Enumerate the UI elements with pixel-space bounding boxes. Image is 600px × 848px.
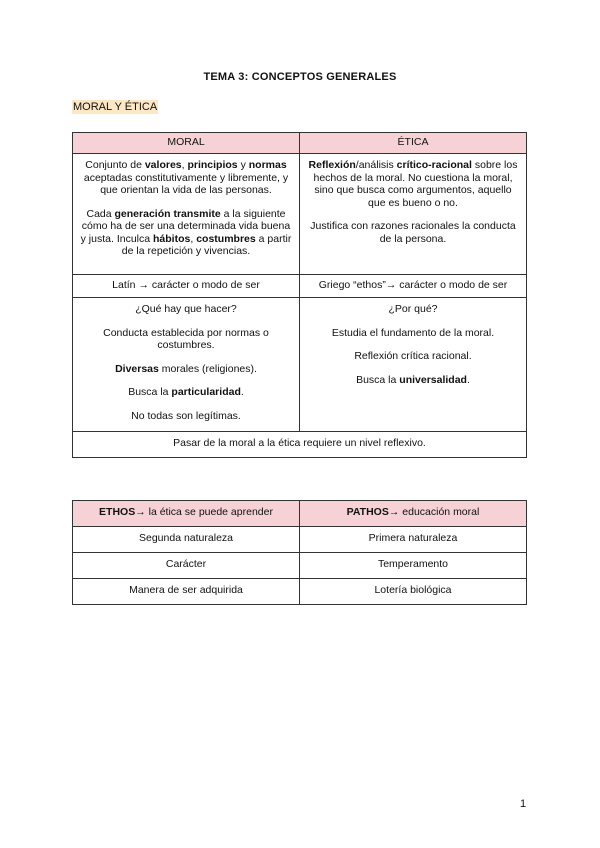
ethos-cell: Manera de ser adquirida (73, 579, 300, 605)
bold-text: particularidad (171, 386, 241, 398)
bold-text: crítico-racional (396, 159, 472, 171)
text-run: a la siguiente cómo ha de ser una determinada vida buena y justa. Inculca (80, 207, 291, 245)
bold-text: universalidad (399, 373, 467, 386)
text-run: ¿Por qué? (388, 303, 438, 315)
table-row (73, 432, 527, 458)
text-run: . (466, 373, 470, 386)
bold-text: Reflexión (308, 159, 356, 171)
header-pathos-text: → educación moral (388, 506, 480, 518)
cell-paragraph (306, 303, 520, 316)
pathos-cell: Primera naturaleza (300, 527, 527, 553)
table-row (73, 553, 527, 579)
header-moral: MORAL (73, 133, 300, 154)
text-run: , (190, 232, 197, 245)
text-run: , (181, 159, 188, 171)
table-row (73, 527, 527, 553)
summary-cell: Pasar de la moral a la ética requiere un nivel reflexivo. (73, 432, 527, 458)
text-run: ¿Qué hay que hacer? (135, 303, 237, 315)
ethos-cell: Segunda naturaleza (73, 527, 300, 553)
text-run: . (240, 386, 244, 398)
pathos-cell: Temperamento (300, 553, 527, 579)
text-run: Conducta establecida por normas o costumbres. (103, 326, 269, 351)
ethos-cell: Carácter (73, 553, 300, 579)
header-pathos-bold: PATHOS (346, 506, 389, 518)
table-row (73, 298, 527, 432)
bold-text: principios (187, 159, 238, 171)
text-run: Justifica con razones racionales la conducta de la persona. (310, 220, 516, 245)
text-run: Busca la (356, 373, 400, 386)
cell-paragraph (79, 303, 293, 316)
cell-paragraph (79, 410, 293, 423)
rich-paragraph (306, 220, 520, 245)
text-run: Estudia el fundamento de la moral. (331, 326, 495, 339)
cell-paragraph (79, 363, 293, 376)
document-title: TEMA 3: CONCEPTOS GENERALES (203, 71, 397, 83)
cell-paragraph (79, 327, 293, 352)
header-ethos-bold: ETHOS (99, 506, 136, 518)
table-row (73, 275, 527, 298)
header-ethos-text: → la ética se puede aprender (135, 506, 273, 518)
text-run: y (237, 159, 249, 171)
moral-etica-table (72, 132, 527, 458)
header-pathos (300, 501, 527, 527)
text-run: Conjunto de (85, 159, 145, 171)
cell-paragraph (306, 327, 520, 340)
text-run: Reflexión crítica racional. (354, 350, 472, 362)
cell-paragraph (79, 386, 293, 399)
bold-text: generación transmite (114, 207, 221, 220)
moral-origin-cell: Latín → carácter o modo de ser (73, 275, 300, 298)
cell-paragraph (306, 350, 520, 363)
moral-characteristics-cell (73, 298, 300, 432)
rich-paragraph (79, 208, 293, 258)
text-run: /análisis (355, 159, 397, 171)
etica-origin-cell: Griego “ethos”→ carácter o modo de ser (300, 275, 527, 298)
page-number: 1 (520, 798, 527, 810)
bold-text: costumbres (196, 232, 256, 245)
text-run: sobre los hechos de la moral. No cuestiona la moral, sino que busca como argumentos, aquello que es bueno o no. (313, 159, 518, 209)
text-run: a partir de la repetición y vivencias. (121, 232, 292, 257)
header-ethos (73, 501, 300, 527)
bold-text: Diversas (115, 362, 159, 375)
section-heading: MORAL Y ÉTICA (73, 101, 158, 113)
rich-paragraph (306, 159, 520, 209)
moral-definition-cell (73, 154, 300, 275)
rich-paragraph (79, 159, 293, 197)
cell-paragraph (306, 374, 520, 387)
text-run: No todas son legítimas. (131, 409, 241, 422)
ethos-pathos-table (72, 500, 527, 605)
bold-text: hábitos (153, 232, 191, 245)
bold-text: valores (144, 159, 182, 171)
bold-text: normas (248, 159, 287, 171)
table-row (73, 154, 527, 275)
text-run: morales (religiones). (158, 362, 257, 375)
text-run: aceptadas constitutivamente y libremente, y que orientan la vida de las personas. (83, 171, 289, 196)
text-run: Busca la (128, 386, 172, 398)
etica-definition-cell (300, 154, 527, 275)
header-etica: ÉTICA (300, 133, 527, 154)
etica-characteristics-cell (300, 298, 527, 432)
table-row (73, 579, 527, 605)
pathos-cell: Lotería biológica (300, 579, 527, 605)
table-header-row (73, 501, 527, 527)
text-run: Cada (86, 207, 115, 220)
table-header-row (73, 133, 527, 154)
